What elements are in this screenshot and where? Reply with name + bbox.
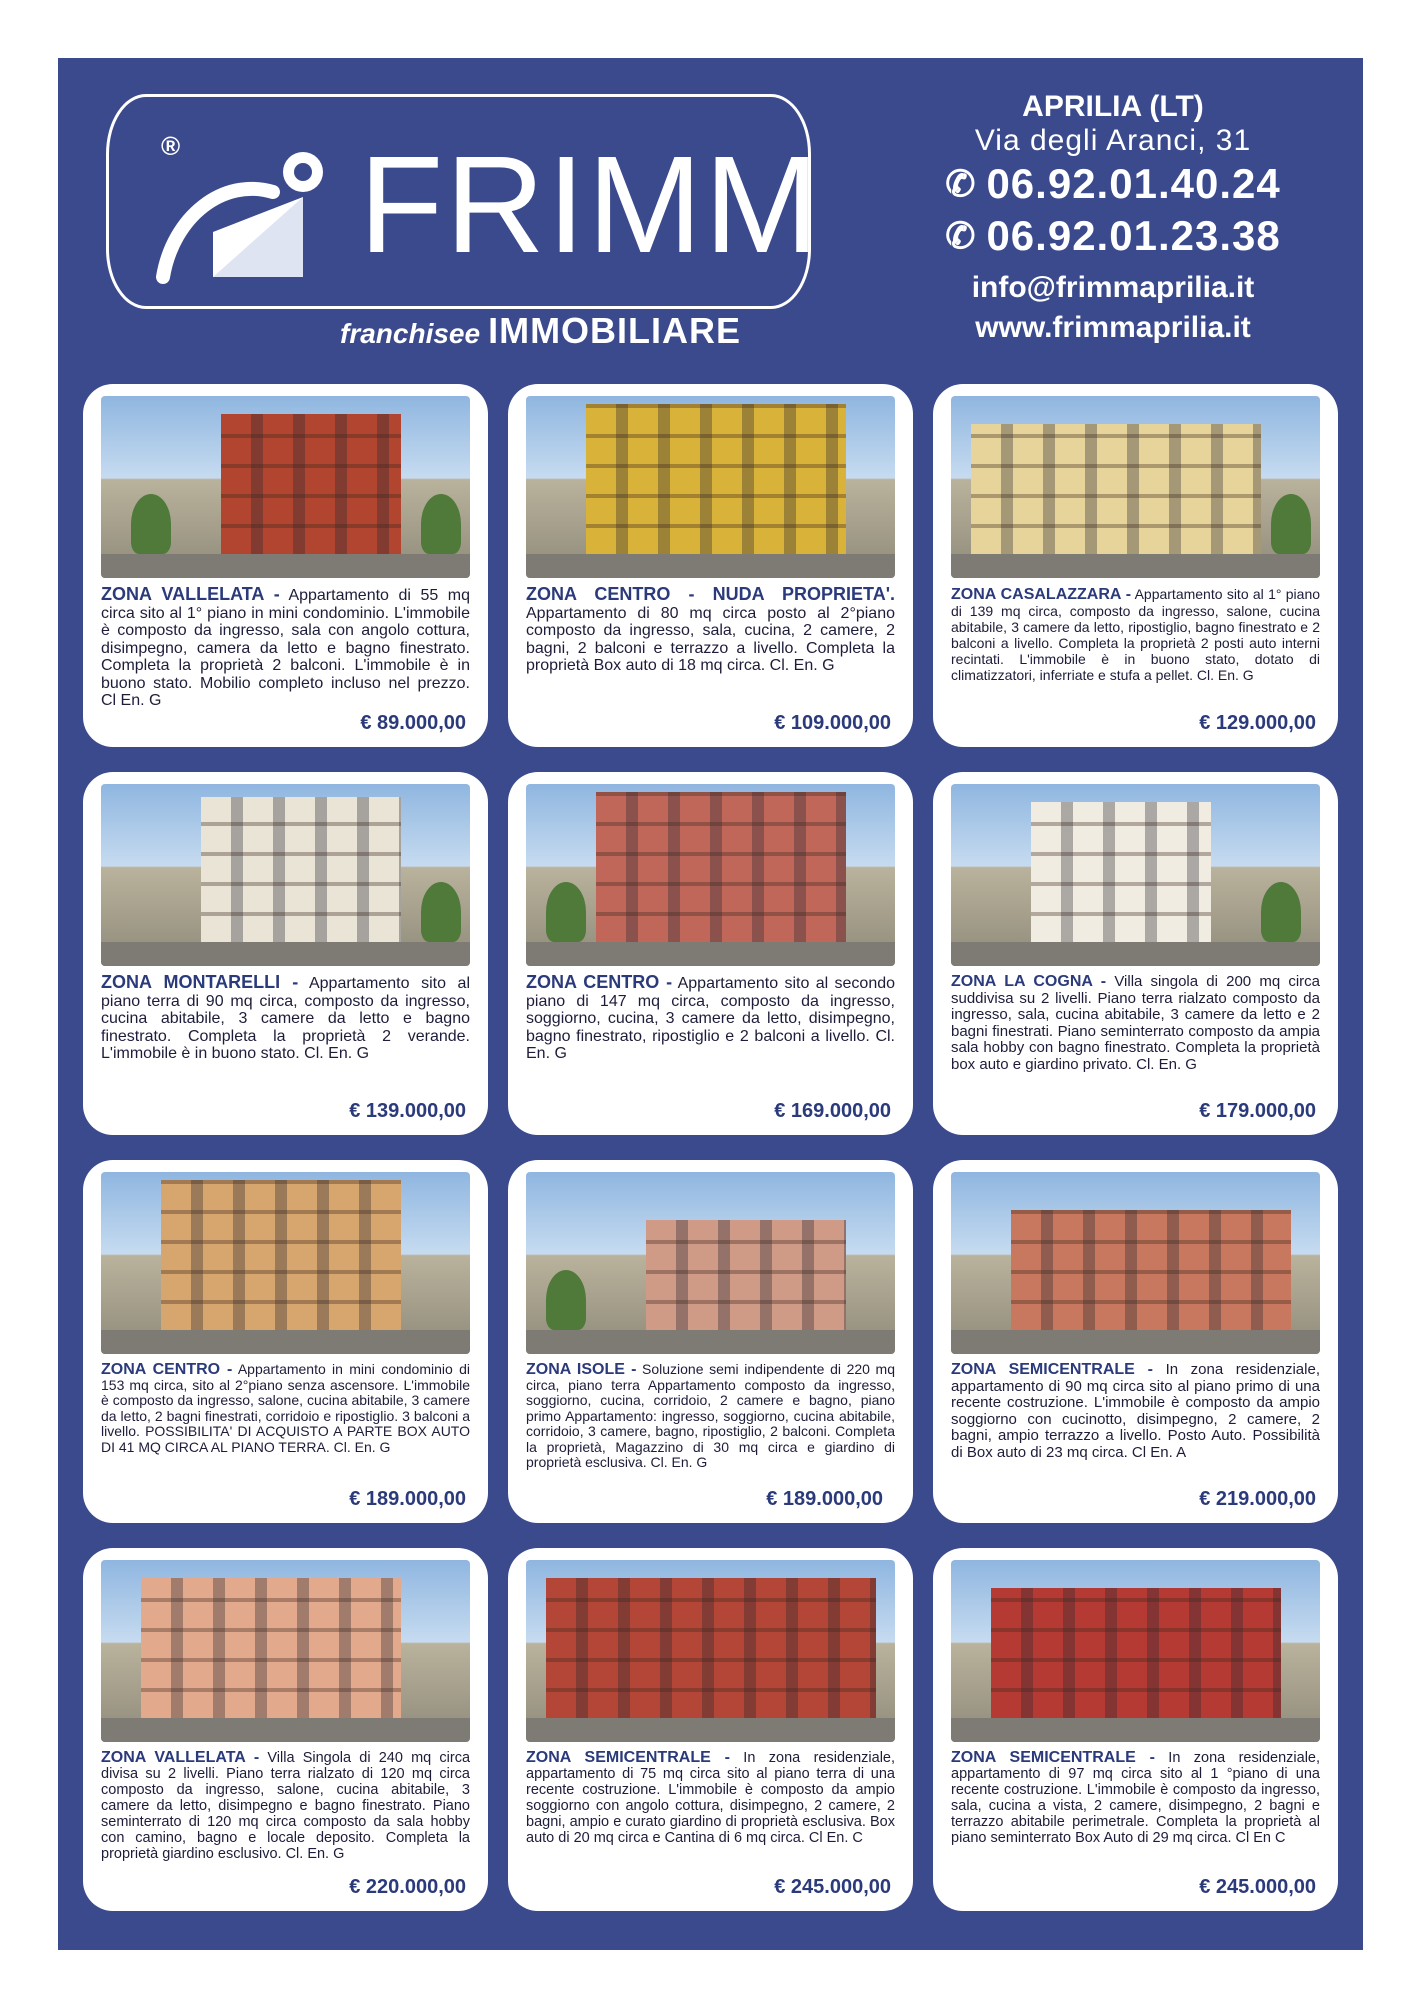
listing-text: Soluzione semi indipendente di 220 mq circa, piano terra Appartamento composto da ingresso, soggiorno, cucina, corridoio, 2 camere e bagno, piano primo Appartamento: ingresso, soggiorno, cucina abitabile, corridoio, 3 camere, bagno, ripostiglio, 2 balconi. Completa la proprietà, Magazzino di 30 mq circa e giardino di proprietà esclusiva. Cl. En. G	[526, 1361, 895, 1470]
website-link[interactable]: www.frimmaprilia.it	[975, 311, 1251, 344]
phone-icon: ✆	[945, 163, 977, 204]
listing-text: Appartamento in mini condominio di 153 mq circa, sito al 2°piano senza ascensore. L'immobile è composto da ingresso, salone, cucina abitabile, 3 camere da letto, 2 bagni finestrati, corridoio e ripostiglio. 3 balconi a livello. POSSIBILITA' DI ACQUISTO A PARTE BOX AUTO DI 41 MQ CIRCA AL PIANO TERRA. Cl. En. G	[101, 1361, 470, 1455]
listing-text: Villa Singola di 240 mq circa divisa su 2 livelli. Piano terra rialzato di 120 mq circa composto da ingresso, salone, cucina abitabile, 3 camere da letto, disimpegno e bagno finestrato. Piano seminterrato di 120 mq circa composto da sala hobby con camino, bagno e locale deposito. Completa la proprietà giardino esclusivo. Cl. En. G	[101, 1750, 471, 1862]
listing-card[interactable]	[83, 1160, 488, 1523]
listing-price: € 220.000,00	[349, 1876, 466, 1898]
listing-price: € 129.000,00	[1199, 712, 1316, 734]
property-photo	[951, 1560, 1320, 1742]
phone-1[interactable]	[893, 158, 1333, 210]
tagline-immobiliare: IMMOBILIARE	[488, 310, 742, 351]
listing-card[interactable]	[83, 384, 488, 747]
property-photo	[526, 1560, 895, 1742]
listing-zone: ZONA LA COGNA -	[951, 973, 1107, 990]
building-shape	[991, 1588, 1281, 1718]
listing-price: € 139.000,00	[349, 1100, 466, 1122]
phone-icon: ✆	[945, 215, 977, 256]
listing-zone: ZONA CENTRO - NUDA PROPRIETA'.	[526, 584, 895, 604]
listing-price: € 89.000,00	[360, 712, 466, 734]
listing-price: € 245.000,00	[1199, 1876, 1316, 1898]
flyer-background	[58, 58, 1363, 1950]
contact-block	[893, 90, 1333, 348]
brand-logo	[106, 94, 822, 309]
listing-zone: ZONA VALLELATA -	[101, 1749, 260, 1766]
listing-text: Appartamento sito al secondo piano di 147 mq circa, composto da ingresso, soggiorno, cucina, 3 camere da letto, disimpegno, bagno finestrato, ripostiglio e 2 balconi a livello. Cl. En. G	[526, 975, 896, 1062]
listing-zone: ZONA CENTRO -	[101, 1361, 233, 1378]
listing-zone: ZONA VALLELATA -	[101, 584, 280, 604]
listing-price: € 169.000,00	[774, 1100, 891, 1122]
email-link[interactable]: info@frimmaprilia.it	[971, 271, 1255, 304]
phone-2-number: 06.92.01.23.38	[986, 212, 1281, 259]
listing-text: In zona residenziale, appartamento di 90 mq circa sito al piano primo di una recente costruzione. L'immobile è composto da ampio soggiorno con cucinotto, disimpegno, 2 camere, 2 bagni, ampio terrazzo a livello. Posto Auto. Possibilità di Box auto di 23 mq circa. Cl En. A	[951, 1361, 1320, 1461]
listing-text: In zona residenziale, appartamento di 75 mq circa sito al piano terra di una recente costruzione. L'immobile è composto da ampio soggiorno con angolo cottura, disimpegno, 2 camere, 2 bagni, ampio e curato giardino di proprietà esclusiva. Box auto di 20 mq circa e Cantina di 6 mq circa. Cl En. C	[526, 1750, 896, 1846]
listing-text: Appartamento di 80 mq circa posto al 2°piano composto da ingresso, sala, cucina, 2 camere, 2 bagni, 2 balconi e terrazzo a livello. Completa la proprietà Box auto di 18 mq circa. Cl. En. G	[526, 604, 895, 674]
tagline-franchisee: franchisee	[340, 318, 481, 349]
listing-price: € 245.000,00	[774, 1876, 891, 1898]
building-shape	[1011, 1210, 1291, 1330]
building-shape	[221, 414, 401, 554]
property-photo	[951, 1172, 1320, 1354]
listing-card[interactable]	[508, 1548, 913, 1911]
listing-description	[526, 1750, 895, 1846]
listing-text: In zona residenziale, appartamento di 97 mq circa sito al 1 °piano di una recente costruzione. L'immobile è composto da ingresso, sala, cucina a vista, 2 camere, disimpegno, 2 bagni e terrazzo abitabile perimetrale. Completa la proprietà al piano seminterrato Box Auto di 29 mq circa. Cl En C	[951, 1750, 1321, 1846]
brand-name: FRIMM	[359, 128, 822, 282]
phone-2[interactable]	[893, 210, 1333, 262]
property-photo	[951, 396, 1320, 578]
listing-text: Appartamento sito al 1° piano di 139 mq circa, composto da ingresso, salone, cucina abitabile, 3 camere da letto, ripostiglio, bagno finestrato e 2 balconi a livello. Completa la proprietà 2 posti auto interni recintati. L'immobile è in buono stato, dotato di climatizzatori, inferriate e stufa a pellet. Cl. En. G	[951, 586, 1321, 683]
property-photo	[101, 1560, 470, 1742]
listing-card[interactable]	[933, 772, 1338, 1135]
address: Via degli Aranci, 31	[974, 124, 1252, 157]
listing-card[interactable]	[508, 772, 913, 1135]
building-shape	[586, 404, 846, 554]
city: APRILIA (LT)	[1022, 90, 1204, 123]
building-shape	[646, 1220, 846, 1330]
listing-price: € 219.000,00	[1199, 1488, 1316, 1510]
building-shape	[971, 424, 1261, 554]
property-photo	[526, 396, 895, 578]
phone-1-number: 06.92.01.40.24	[986, 160, 1281, 207]
property-photo	[526, 784, 895, 966]
listing-zone: ZONA MONTARELLI -	[101, 972, 299, 992]
listing-text: Villa singola di 200 mq circa suddivisa su 2 livelli. Piano terra rialzato composto da ingresso, sala, cucina abitabile, 3 camere da letto e 2 bagni finestrati. Piano seminterrato composto da ampia sala hobby con bagno finestrato. Completa la proprietà box auto e giardino privato. Cl. En. G	[951, 973, 1321, 1073]
listing-card[interactable]	[83, 1548, 488, 1911]
listing-zone: ZONA SEMICENTRALE -	[951, 1749, 1155, 1766]
listing-price: € 189.000,00	[766, 1488, 883, 1510]
listing-text: Appartamento di 55 mq circa sito al 1° piano in mini condominio. L'immobile è composto da ingresso, sala con angolo cottura, disimpegno, camera da letto e bagno finestrato. Completa la proprietà 2 balconi. L'immobile è in buono stato. Mobilio completo incluso nel prezzo. Cl En. G	[101, 587, 470, 709]
listing-description	[951, 1362, 1320, 1461]
listing-card[interactable]	[933, 1548, 1338, 1911]
listing-description	[101, 974, 470, 1063]
listing-card[interactable]	[933, 1160, 1338, 1523]
listing-zone: ZONA CASALAZZARA -	[951, 586, 1132, 603]
building-shape	[546, 1578, 876, 1718]
property-photo	[101, 396, 470, 578]
listing-description	[951, 974, 1320, 1073]
property-photo	[951, 784, 1320, 966]
tagline	[340, 310, 741, 352]
listing-card[interactable]	[508, 384, 913, 747]
listing-description	[526, 1362, 895, 1471]
listing-description	[526, 586, 895, 675]
listing-card[interactable]	[508, 1160, 913, 1523]
listing-description	[951, 1750, 1320, 1846]
listing-description	[526, 974, 895, 1063]
listing-zone: ZONA CENTRO -	[526, 972, 673, 992]
property-photo	[101, 1172, 470, 1354]
building-shape	[141, 1578, 401, 1718]
property-photo	[526, 1172, 895, 1354]
listing-description	[101, 586, 470, 710]
listing-price: € 109.000,00	[774, 712, 891, 734]
listing-description	[951, 586, 1320, 683]
registered-mark: ®	[161, 131, 181, 161]
building-shape	[161, 1180, 401, 1330]
building-shape	[596, 792, 846, 942]
listing-zone: ZONA SEMICENTRALE -	[526, 1749, 730, 1766]
listing-text: Appartamento sito al piano terra di 90 mq circa, composto da ingresso, cucina abitabile, 3 camere da letto e bagno finestrato. Completa la proprietà 2 verande. L'immobile è in buono stato. Cl. En. G	[101, 975, 470, 1062]
listing-price: € 179.000,00	[1199, 1100, 1316, 1122]
listing-description	[101, 1750, 470, 1862]
listing-zone: ZONA ISOLE -	[526, 1361, 637, 1378]
listing-description	[101, 1362, 470, 1455]
frimm-house-icon	[153, 137, 353, 287]
listing-zone: ZONA SEMICENTRALE -	[951, 1361, 1153, 1378]
listing-card[interactable]	[933, 384, 1338, 747]
listing-card[interactable]	[83, 772, 488, 1135]
listing-price: € 189.000,00	[349, 1488, 466, 1510]
building-shape	[201, 797, 401, 942]
building-shape	[1031, 802, 1211, 942]
property-photo	[101, 784, 470, 966]
